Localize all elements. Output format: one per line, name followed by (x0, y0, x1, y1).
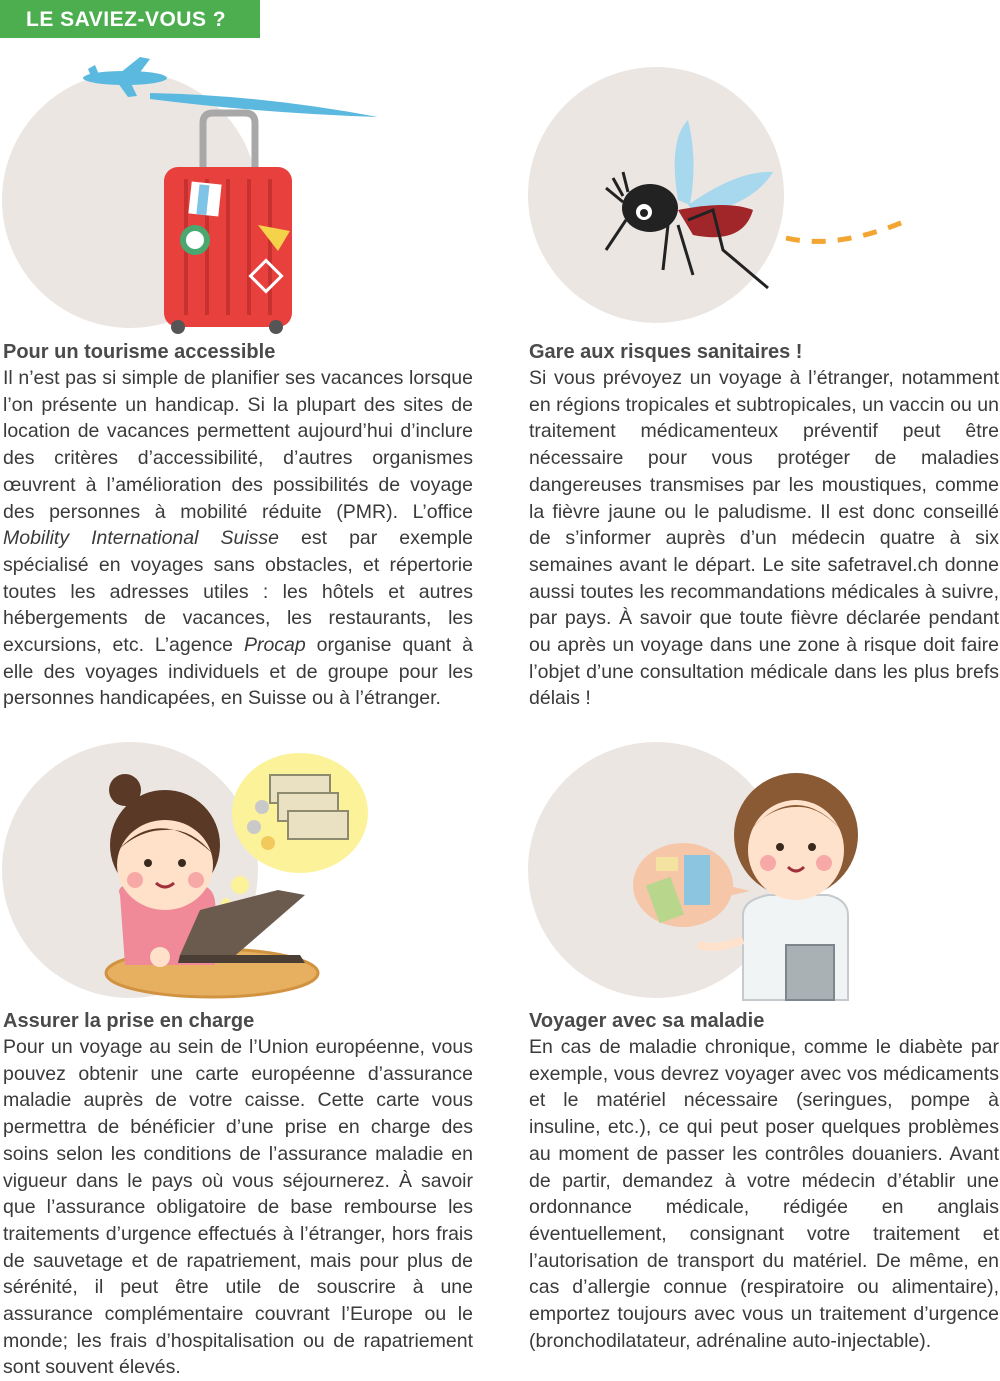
woman-laptop-money-icon (0, 735, 400, 1005)
section-body: En cas de maladie chronique, comme le diabète par exemple, vous devrez voyager avec vos médicaments et le matériel nécessaire (seringues, pompe à insuline, etc.), ce qui peut poser quelques problèmes au moment de passer les contrôles douaniers. Avant de partir, demandez à votre médecin d’établir une ordonnance médicale, rédigée en anglais éventuellement, consignant votre traitement et l’autorisation de transport du matériel. De même, en cas d’allergie connue (respiratoire ou alimentaire), emportez toujours avec vous un traitement d’urgence (bronchodilatateur, adrénaline auto-injectable). (529, 1036, 999, 1352)
section-title: Assurer la prise en charge (3, 1010, 255, 1032)
section-voyager-maladie (529, 1008, 999, 1354)
section-banner: LE SAVIEZ-VOUS ? (0, 0, 260, 38)
section-body: Il n’est pas si simple de planifier ses vacances lorsque l’on présente un handicap. Si la plupart des sites de location de vacances permettent aujourd’hui d’inclure des critères d’accessibilité, d’autres organismes œuvrent à l’amélioration des possibilités de voyage des personnes à mobilité réduite (PMR). L’office Mobility International Suisse est par exemple spécialisé en voyages sans obstacles, et répertorie toutes les adresses utiles : les hôtels et autres hébergements de vacances, les restaurants, les excursions, etc. L’agence Procap organise quant à elle des voyages individuels et de groupe pour les personnes handicapées, en Suisse ou à l’étranger. (3, 367, 474, 710)
section-title: Gare aux risques sanitaires ! (529, 341, 803, 363)
section-tourisme-accessible (3, 339, 473, 712)
mosquito-icon (528, 60, 928, 340)
nurse-medication-icon (528, 735, 928, 1005)
section-risques-sanitaires (529, 339, 999, 712)
suitcase-plane-icon (0, 55, 400, 335)
section-title: Voyager avec sa maladie (529, 1010, 765, 1032)
section-prise-en-charge (3, 1008, 473, 1381)
section-body: Si vous prévoyez un voyage à l’étranger, notamment en régions tropicales et subtropicales, un vaccin ou un traitement médicamenteux préventif peut être nécessaire pour vous protéger de maladies dangereuses transmises par les moustiques, comme la fièvre jaune ou le paludisme. Il est donc conseillé de s’informer auprès d’un médecin quatre à six semaines avant le départ. Le site safetravel.ch donne aussi toutes les recommandations médicales à suivre, par pays. À savoir que toute fièvre déclarée pendant ou après un voyage dans une zone à risque doit faire l’objet d’une consultation médicale dans les plus brefs délais ! (529, 367, 999, 710)
section-body: Pour un voyage au sein de l’Union européenne, vous pouvez obtenir une carte européenne d’assurance maladie auprès de votre caisse. Cette carte vous permettra de bénéficier d’une prise en charge des soins selon les conditions de l’assurance maladie en vigueur dans le pays où vous séjournerez. À savoir que l’assurance obligatoire de base rembourse les traitements d’urgence effectués à l’étranger, hors frais de sauvetage et de rapatriement, mais pour plus de sérénité, il peut être utile de souscrire à une assurance complémentaire couvrant l’Europe ou le monde; les frais d’hospitalisation ou de rapatriement sont souvent élevés. (3, 1036, 473, 1379)
section-title: Pour un tourisme accessible (3, 341, 276, 363)
